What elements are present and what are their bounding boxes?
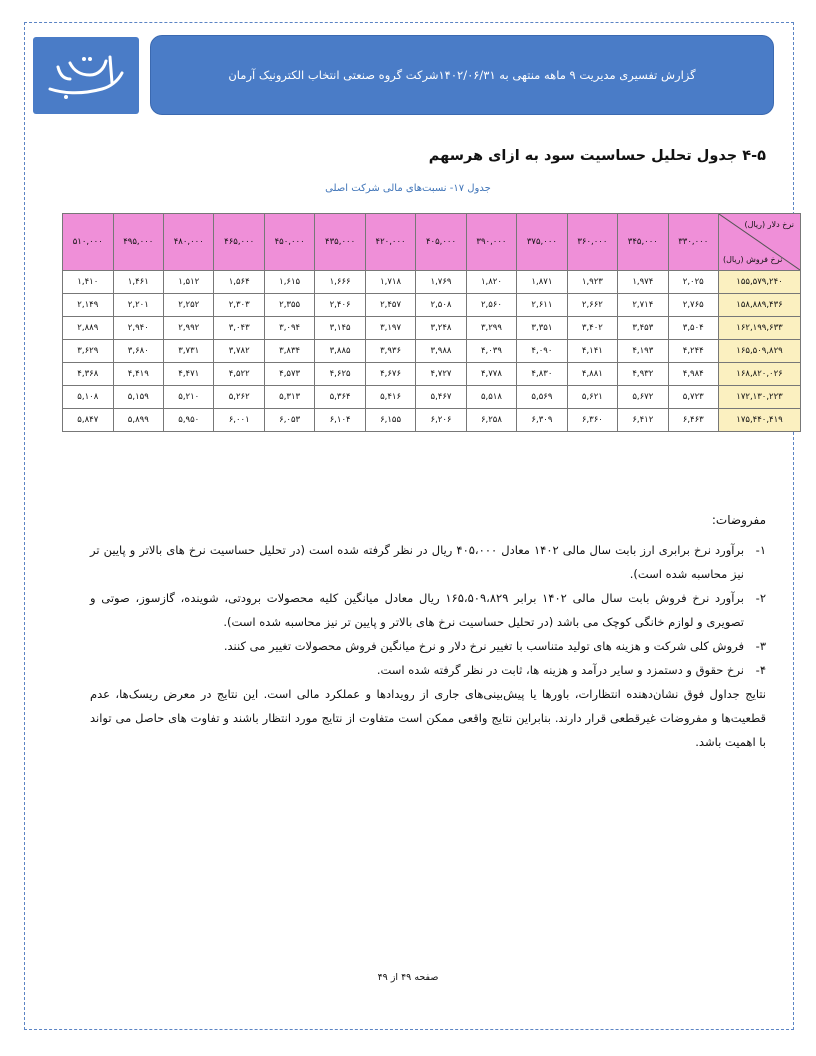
- column-header-dollar-rate: ۴۲۰,۰۰۰: [365, 214, 415, 271]
- eps-value-cell: ۵,۷۲۳: [668, 386, 718, 409]
- column-header-dollar-rate: ۵۱۰,۰۰۰: [63, 214, 114, 271]
- eps-value-cell: ۳,۱۴۵: [315, 317, 365, 340]
- eps-value-cell: ۵,۴۱۶: [365, 386, 415, 409]
- table-row: [63, 317, 801, 340]
- eps-value-cell: ۴,۷۷۸: [466, 363, 516, 386]
- eps-value-cell: ۲,۵۶۰: [466, 294, 516, 317]
- eps-value-cell: ۶,۴۱۲: [618, 409, 668, 432]
- eps-value-cell: ۱,۸۷۱: [517, 271, 567, 294]
- column-header-dollar-rate: ۳۴۵,۰۰۰: [618, 214, 668, 271]
- eps-value-cell: ۱,۹۷۴: [618, 271, 668, 294]
- eps-value-cell: ۲,۸۸۹: [63, 317, 114, 340]
- eps-value-cell: ۴,۵۷۳: [264, 363, 314, 386]
- corner-label-dollar-rate: نرخ دلار (ریال): [744, 220, 794, 229]
- eps-value-cell: ۵,۸۹۹: [113, 409, 163, 432]
- eps-value-cell: ۲,۷۶۵: [668, 294, 718, 317]
- conclusion-paragraph: نتایج جداول فوق نشان‌دهنده انتظارات، باورها یا پیش‌بینی‌های جاری از رویدادها و عملکرد مالی است. این نتایج در معرض ریسک‌ها، عدم قطعیت‌ها و مفروضات غیرقطعی قرار دارند. بنابراین نتایج واقعی ممکن است متفاوت از نتایج مورد انتظار باشند و تفاوت های حاصل می تواند با اهمیت باشد.: [90, 687, 766, 749]
- table-corner-cell: [719, 214, 801, 271]
- eps-value-cell: ۳,۶۸۰: [113, 340, 163, 363]
- eps-value-cell: ۱,۵۱۲: [164, 271, 214, 294]
- eps-value-cell: ۱,۷۱۸: [365, 271, 415, 294]
- row-header-sales-rate: ۱۶۵,۵۰۹,۸۲۹: [719, 340, 801, 363]
- assumption-text: نرخ حقوق و دستمزد و سایر درآمد و هزینه ها، ثابت در نظر گرفته شده است.: [376, 663, 744, 677]
- page-number: صفحه ۴۹ از ۴۹: [377, 972, 439, 983]
- company-logo: [33, 37, 139, 114]
- eps-value-cell: ۴,۷۲۷: [416, 363, 466, 386]
- eps-value-cell: ۴,۹۳۲: [618, 363, 668, 386]
- eps-value-cell: ۶,۲۰۶: [416, 409, 466, 432]
- column-header-dollar-rate: ۳۷۵,۰۰۰: [517, 214, 567, 271]
- column-header-dollar-rate: ۴۳۵,۰۰۰: [315, 214, 365, 271]
- eps-value-cell: ۲,۲۵۲: [164, 294, 214, 317]
- eps-value-cell: ۵,۱۵۹: [113, 386, 163, 409]
- row-header-sales-rate: ۱۶۸,۸۲۰,۰۲۶: [719, 363, 801, 386]
- column-header-dollar-rate: ۳۹۰,۰۰۰: [466, 214, 516, 271]
- eps-value-cell: ۲,۷۱۴: [618, 294, 668, 317]
- column-header-dollar-rate: ۴۰۵,۰۰۰: [416, 214, 466, 271]
- eps-value-cell: ۵,۳۱۳: [264, 386, 314, 409]
- eps-value-cell: ۱,۴۶۱: [113, 271, 163, 294]
- eps-value-cell: ۴,۶۷۶: [365, 363, 415, 386]
- eps-value-cell: ۱,۵۶۴: [214, 271, 264, 294]
- eps-value-cell: ۳,۹۸۸: [416, 340, 466, 363]
- column-header-dollar-rate: ۳۶۰,۰۰۰: [567, 214, 617, 271]
- eps-value-cell: ۵,۵۶۹: [517, 386, 567, 409]
- assumption-item: [90, 538, 766, 586]
- eps-value-cell: ۱,۷۶۹: [416, 271, 466, 294]
- eps-value-cell: ۵,۴۶۷: [416, 386, 466, 409]
- assumption-number: ۲-: [755, 591, 766, 605]
- table-row: [63, 409, 801, 432]
- assumption-text: برآورد نرخ برابری ارز بابت سال مالی ۱۴۰۲ معادل ۴۰۵،۰۰۰ ریال در نظر گرفته شده است (در تحلیل حساسیت نرخ های بالاتر و پایین تر نیز محاسبه شده است).: [90, 543, 745, 581]
- eps-value-cell: ۶,۱۰۴: [315, 409, 365, 432]
- eps-value-cell: ۳,۶۲۹: [63, 340, 114, 363]
- table-row: [63, 271, 801, 294]
- eps-value-cell: ۶,۰۰۱: [214, 409, 264, 432]
- assumption-number: ۳-: [755, 639, 766, 653]
- eps-value-cell: ۶,۲۵۸: [466, 409, 516, 432]
- sensitivity-table: [62, 213, 801, 432]
- eps-value-cell: ۳,۱۹۷: [365, 317, 415, 340]
- assumptions-heading: مفروضات:: [711, 513, 766, 527]
- eps-value-cell: ۶,۱۵۵: [365, 409, 415, 432]
- eps-value-cell: ۴,۰۳۹: [466, 340, 516, 363]
- row-header-sales-rate: ۱۷۲,۱۳۰,۲۲۳: [719, 386, 801, 409]
- eps-value-cell: ۲,۵۰۸: [416, 294, 466, 317]
- table-row: [63, 340, 801, 363]
- assumption-number: ۴-: [755, 663, 766, 677]
- table-row: [63, 386, 801, 409]
- eps-value-cell: ۲,۶۶۲: [567, 294, 617, 317]
- report-title: گزارش تفسیری مدیریت ۹ ماهه منتهی به ۱۴۰۲/۰۶/۳۱شرکت گروه صنعتی انتخاب الکترونیک آرمان: [228, 68, 696, 82]
- eps-value-cell: ۲,۴۵۷: [365, 294, 415, 317]
- table-row: [63, 294, 801, 317]
- eps-value-cell: ۳,۲۴۸: [416, 317, 466, 340]
- eps-value-cell: ۲,۳۵۵: [264, 294, 314, 317]
- eps-value-cell: ۴,۸۳۰: [517, 363, 567, 386]
- row-header-sales-rate: ۱۵۸,۸۸۹,۴۳۶: [719, 294, 801, 317]
- eps-value-cell: ۴,۱۹۳: [618, 340, 668, 363]
- eps-value-cell: ۱,۶۱۵: [264, 271, 314, 294]
- eps-value-cell: ۳,۰۹۴: [264, 317, 314, 340]
- eps-value-cell: ۲,۰۲۵: [668, 271, 718, 294]
- assumption-item: [90, 634, 766, 658]
- assumption-text: برآورد نرخ فروش بابت سال مالی ۱۴۰۲ برابر ۱۶۵،۵۰۹،۸۲۹ ریال معادل میانگین کلیه محصولات برودتی، شوینده، گازسوز، صوتی و تصویری و لوازم خانگی کوچک می باشد (در تحلیل حساسیت نرخ های بالاتر و پایین تر نیز محاسبه شده است).: [90, 591, 744, 629]
- eps-value-cell: ۱,۶۶۶: [315, 271, 365, 294]
- eps-value-cell: ۲,۴۰۶: [315, 294, 365, 317]
- eps-value-cell: ۳,۵۰۴: [668, 317, 718, 340]
- eps-value-cell: ۳,۸۳۴: [264, 340, 314, 363]
- eps-value-cell: ۳,۰۴۳: [214, 317, 264, 340]
- eps-value-cell: ۴,۵۲۲: [214, 363, 264, 386]
- page-border: [24, 22, 794, 1030]
- column-header-dollar-rate: ۴۹۵,۰۰۰: [113, 214, 163, 271]
- row-header-sales-rate: ۱۷۵,۴۴۰,۴۱۹: [719, 409, 801, 432]
- assumption-item: [90, 658, 766, 682]
- column-header-dollar-rate: ۴۶۵,۰۰۰: [214, 214, 264, 271]
- eps-value-cell: ۲,۹۴۰: [113, 317, 163, 340]
- eps-value-cell: ۱,۸۲۰: [466, 271, 516, 294]
- eps-value-cell: ۳,۸۸۵: [315, 340, 365, 363]
- row-header-sales-rate: ۱۶۲,۱۹۹,۶۳۳: [719, 317, 801, 340]
- eps-value-cell: ۲,۳۰۳: [214, 294, 264, 317]
- eps-value-cell: ۳,۲۹۹: [466, 317, 516, 340]
- eps-value-cell: ۲,۶۱۱: [517, 294, 567, 317]
- eps-value-cell: ۴,۴۷۱: [164, 363, 214, 386]
- eps-value-cell: ۵,۶۲۱: [567, 386, 617, 409]
- eps-value-cell: ۲,۹۹۲: [164, 317, 214, 340]
- column-header-dollar-rate: ۳۳۰,۰۰۰: [668, 214, 718, 271]
- eps-value-cell: ۳,۷۸۲: [214, 340, 264, 363]
- logo-calligraphy-icon: [40, 45, 132, 107]
- eps-value-cell: ۴,۴۱۹: [113, 363, 163, 386]
- eps-value-cell: ۱,۹۲۳: [567, 271, 617, 294]
- eps-value-cell: ۵,۶۷۲: [618, 386, 668, 409]
- eps-value-cell: ۵,۵۱۸: [466, 386, 516, 409]
- eps-value-cell: ۴,۰۹۰: [517, 340, 567, 363]
- eps-value-cell: ۶,۴۶۳: [668, 409, 718, 432]
- eps-value-cell: ۴,۱۴۱: [567, 340, 617, 363]
- eps-value-cell: ۲,۲۰۱: [113, 294, 163, 317]
- eps-value-cell: ۲,۱۴۹: [63, 294, 114, 317]
- eps-value-cell: ۴,۲۴۴: [668, 340, 718, 363]
- eps-value-cell: ۱,۴۱۰: [63, 271, 114, 294]
- eps-value-cell: ۶,۰۵۳: [264, 409, 314, 432]
- corner-label-sales-rate: نرخ فروش (ریال): [723, 255, 783, 264]
- eps-value-cell: ۳,۷۳۱: [164, 340, 214, 363]
- eps-value-cell: ۴,۳۶۸: [63, 363, 114, 386]
- eps-value-cell: ۳,۹۳۶: [365, 340, 415, 363]
- assumption-text: فروش کلی شرکت و هزینه های تولید متناسب با تغییر نرخ دلار و نرخ میانگین فروش محصولات تغییر می کنند.: [223, 639, 744, 653]
- eps-value-cell: ۵,۳۶۴: [315, 386, 365, 409]
- assumptions-list: [90, 538, 766, 754]
- eps-value-cell: ۵,۱۰۸: [63, 386, 114, 409]
- eps-value-cell: ۵,۹۵۰: [164, 409, 214, 432]
- assumption-item: [90, 586, 766, 634]
- eps-value-cell: ۵,۲۶۲: [214, 386, 264, 409]
- eps-value-cell: ۴,۶۲۵: [315, 363, 365, 386]
- section-heading: ۴-۵ جدول تحلیل حساسیت سود به ازای هرسهم: [428, 148, 766, 164]
- eps-value-cell: ۳,۴۵۳: [618, 317, 668, 340]
- eps-value-cell: ۴,۸۸۱: [567, 363, 617, 386]
- column-header-dollar-rate: ۴۵۰,۰۰۰: [264, 214, 314, 271]
- eps-value-cell: ۳,۴۰۲: [567, 317, 617, 340]
- eps-value-cell: ۳,۳۵۱: [517, 317, 567, 340]
- eps-value-cell: ۵,۲۱۰: [164, 386, 214, 409]
- eps-value-cell: ۶,۳۶۰: [567, 409, 617, 432]
- column-header-dollar-rate: ۴۸۰,۰۰۰: [164, 214, 214, 271]
- table-caption: جدول ۱۷- نسبت‌های مالی شرکت اصلی: [325, 183, 491, 194]
- eps-value-cell: ۵,۸۴۷: [63, 409, 114, 432]
- eps-value-cell: ۴,۹۸۴: [668, 363, 718, 386]
- table-header-row: [63, 214, 801, 271]
- eps-value-cell: ۶,۳۰۹: [517, 409, 567, 432]
- assumption-number: ۱-: [755, 543, 766, 557]
- report-header-banner: [150, 35, 774, 115]
- row-header-sales-rate: ۱۵۵,۵۷۹,۲۴۰: [719, 271, 801, 294]
- table-row: [63, 363, 801, 386]
